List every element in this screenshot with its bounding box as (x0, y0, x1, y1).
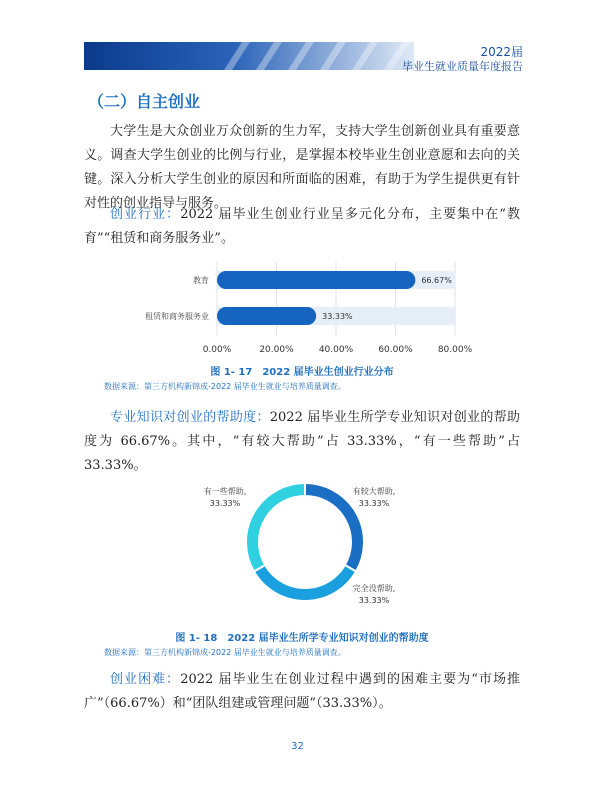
figure-17-caption: 图 1- 17 2022 届毕业生创业行业分布 (210, 367, 394, 378)
page-number: 32 (291, 741, 304, 752)
category-label: 教育 (193, 276, 209, 285)
value-label: 33.33% (322, 312, 353, 321)
value-label: 66.67% (421, 276, 452, 285)
x-tick-label: 80.00% (437, 345, 473, 355)
slice-label: 有一些帮助, (203, 487, 247, 496)
donut-slice-1 (305, 483, 364, 572)
slice-label: 有较大帮助, (352, 487, 396, 496)
industry-label: 创业行业： (110, 207, 181, 222)
figure-18-source: 数据来源：第三方机构新锦成-2022 届毕业生就业与培养质量调查。 (104, 648, 346, 657)
category-label: 租赁和商务服务业 (145, 312, 209, 321)
knowledge-help-label: 专业知识对创业的帮助度： (110, 410, 270, 425)
header-year: 2022届 (480, 45, 523, 59)
donut-slice-3 (246, 483, 305, 572)
header-banner (84, 42, 414, 70)
industry-bar-chart (120, 258, 480, 358)
slice-label: 完全没帮助, (352, 584, 396, 593)
bar-2 (217, 307, 316, 325)
difficulty-paragraph (84, 668, 520, 716)
bar-1 (217, 271, 415, 289)
slice-value-label: 33.33% (209, 499, 241, 508)
donut-slice-2 (254, 565, 356, 601)
difficulty-text: 2022 届毕业生在创业过程中遇到的困难主要为“市场推广”（66.67%）和“团队组建或管理问题”（33.33%）。 (84, 672, 520, 711)
slice-value-label: 33.33% (358, 499, 390, 508)
section-title: （二）自主创业 (88, 92, 201, 111)
knowledge-help-text: 2022 届毕业生所学专业知识对创业的帮助度为 66.67%。其中，“有较大帮助”占 33.33%，“有一些帮助”占 33.33%。 (84, 410, 520, 473)
difficulty-label: 创业困难： (110, 672, 181, 687)
knowledge-help-paragraph (84, 406, 520, 478)
slice-value-label: 33.33% (358, 596, 390, 605)
x-tick-label: 20.00% (259, 345, 294, 355)
intro-paragraph: 大学生是大众创业万众创新的生力军，支持大学生创新创业具有重要意义。调查大学生创业的比例与行业，是掌握本校毕业生创业意愿和去向的关键。深入分析大学生创业的原因和所面临的困难，有助于为学生提供更有针对性的创业指导与服务。 (84, 124, 520, 211)
x-tick-label: 0.00% (202, 345, 232, 355)
header-report-title: 毕业生就业质量年度报告 (402, 60, 523, 73)
x-tick-label: 40.00% (318, 345, 354, 355)
knowledge-help-donut-chart (180, 476, 430, 616)
figure-17-source: 数据来源：第三方机构新锦成-2022 届毕业生就业与培养质量调查。 (104, 382, 346, 391)
industry-text: 2022 届毕业生创业行业呈多元化分布，主要集中在“教育”“租赁和商务服务业”。 (84, 207, 520, 246)
x-tick-label: 60.00% (378, 345, 413, 355)
figure-18-caption: 图 1- 18 2022 届毕业生所学专业知识对创业的帮助度 (175, 633, 429, 644)
industry-paragraph (84, 203, 520, 251)
